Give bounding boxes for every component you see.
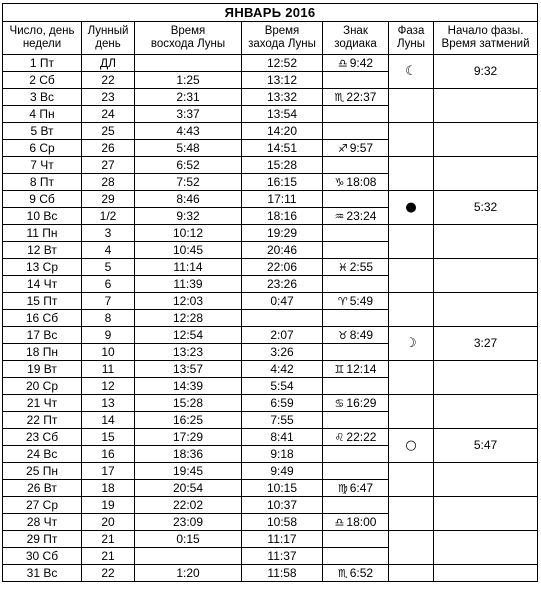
phase-start-cell bbox=[434, 497, 538, 531]
phase-cell bbox=[389, 225, 434, 259]
moonset-cell: 11:17 bbox=[242, 531, 323, 548]
zodiac-cell bbox=[323, 378, 389, 395]
moonset-cell: 14:20 bbox=[242, 123, 323, 140]
phase-cell bbox=[389, 191, 434, 225]
moonset-cell: 6:59 bbox=[242, 395, 323, 412]
day-cell: 22 Пт bbox=[3, 412, 82, 429]
moonrise-cell: 7:52 bbox=[135, 174, 242, 191]
lunar-day-cell: ДЛ bbox=[82, 55, 135, 72]
phase-cell bbox=[389, 429, 434, 463]
zodiac-cell bbox=[323, 395, 389, 412]
day-cell: 3 Вс bbox=[3, 89, 82, 106]
lunar-day-cell: 27 bbox=[82, 157, 135, 174]
table-row bbox=[3, 361, 538, 378]
moonset-cell: 22:06 bbox=[242, 259, 323, 276]
header-row bbox=[3, 22, 538, 55]
lunar-day-cell: 16 bbox=[82, 446, 135, 463]
moonrise-cell: 12:28 bbox=[135, 310, 242, 327]
lunar-day-cell: 15 bbox=[82, 429, 135, 446]
phase-cell bbox=[389, 89, 434, 123]
moonrise-cell: 5:48 bbox=[135, 140, 242, 157]
zodiac-cell bbox=[323, 514, 389, 531]
moonset-cell: 4:42 bbox=[242, 361, 323, 378]
moonset-cell: 10:37 bbox=[242, 497, 323, 514]
phase-start-time: 5:32 bbox=[473, 200, 498, 214]
zodiac-cell bbox=[323, 497, 389, 514]
zodiac-time: 12:14 bbox=[346, 361, 377, 376]
day-cell: 24 Вс bbox=[3, 446, 82, 463]
lunar-day-cell: 6 bbox=[82, 276, 135, 293]
table-row bbox=[3, 259, 538, 276]
phase-cell bbox=[389, 157, 434, 191]
table-row bbox=[3, 191, 538, 208]
phase-cell bbox=[389, 123, 434, 157]
table-row bbox=[3, 395, 538, 412]
zodiac-sign-icon: ♉ bbox=[337, 328, 348, 342]
zodiac-cell bbox=[323, 276, 389, 293]
lunar-day-cell: 7 bbox=[82, 293, 135, 310]
moonset-cell: 18:16 bbox=[242, 208, 323, 225]
lunar-day-cell: 22 bbox=[82, 565, 135, 582]
moonset-cell: 9:49 bbox=[242, 463, 323, 480]
zodiac-cell bbox=[323, 123, 389, 140]
table-row bbox=[3, 327, 538, 344]
moonset-cell: 13:54 bbox=[242, 106, 323, 123]
header-sign-line1: Знак bbox=[343, 25, 368, 37]
zodiac-sign-icon: ♑ bbox=[334, 175, 345, 189]
moonset-cell: 3:26 bbox=[242, 344, 323, 361]
header-day-line1: Число, день bbox=[9, 25, 75, 37]
table-row bbox=[3, 123, 538, 140]
zodiac-time: 18:00 bbox=[346, 514, 377, 529]
lunar-day-cell: 10 bbox=[82, 344, 135, 361]
zodiac-cell bbox=[323, 157, 389, 174]
zodiac-cell bbox=[323, 327, 389, 344]
header-phase-line2: Луны bbox=[396, 38, 426, 50]
lunar-day-cell: 25 bbox=[82, 123, 135, 140]
zodiac-time: 22:22 bbox=[346, 429, 377, 444]
header-rise-line1: Время bbox=[170, 25, 206, 37]
day-cell: 15 Пт bbox=[3, 293, 82, 310]
moonset-cell: 12:52 bbox=[242, 55, 323, 72]
phase-cell bbox=[389, 55, 434, 89]
zodiac-time: 18:08 bbox=[346, 174, 377, 189]
phase-start-cell bbox=[434, 55, 538, 89]
table-row bbox=[3, 429, 538, 446]
header-phase-start bbox=[434, 22, 538, 55]
moon-calendar bbox=[2, 3, 537, 582]
header-moonset bbox=[242, 22, 323, 55]
zodiac-cell bbox=[323, 565, 389, 582]
phase-start-cell bbox=[434, 395, 538, 429]
moonrise-cell: 2:31 bbox=[135, 89, 242, 106]
moonrise-cell: 10:45 bbox=[135, 242, 242, 259]
zodiac-sign-icon: ♎ bbox=[334, 515, 345, 529]
zodiac-sign-icon: ♍ bbox=[337, 481, 348, 495]
lunar-day-cell: 12 bbox=[82, 378, 135, 395]
title-row bbox=[3, 4, 538, 22]
day-cell: 9 Сб bbox=[3, 191, 82, 208]
moonrise-cell: 6:52 bbox=[135, 157, 242, 174]
zodiac-cell bbox=[323, 548, 389, 565]
moonrise-cell bbox=[135, 548, 242, 565]
zodiac-cell bbox=[323, 72, 389, 89]
zodiac-cell bbox=[323, 446, 389, 463]
moonrise-cell: 20:54 bbox=[135, 480, 242, 497]
zodiac-sign-icon: ♓ bbox=[337, 260, 348, 274]
phase-start-cell bbox=[434, 531, 538, 565]
header-start-line1: Начало фазы. bbox=[447, 25, 524, 37]
phase-start-time: 5:47 bbox=[473, 438, 498, 452]
zodiac-sign-icon: ♐ bbox=[337, 141, 348, 155]
moonrise-cell: 17:29 bbox=[135, 429, 242, 446]
table-row bbox=[3, 225, 538, 242]
zodiac-cell bbox=[323, 310, 389, 327]
moonset-cell: 11:37 bbox=[242, 548, 323, 565]
zodiac-sign-icon: ♈ bbox=[337, 294, 348, 308]
zodiac-cell bbox=[323, 361, 389, 378]
phase-cell bbox=[389, 395, 434, 429]
moonset-cell: 13:32 bbox=[242, 89, 323, 106]
zodiac-sign-icon: ♊ bbox=[334, 362, 345, 376]
phase-start-cell bbox=[434, 429, 538, 463]
lunar-day-cell: 21 bbox=[82, 531, 135, 548]
zodiac-cell bbox=[323, 140, 389, 157]
zodiac-time: 6:52 bbox=[349, 565, 374, 580]
zodiac-cell bbox=[323, 429, 389, 446]
table-row bbox=[3, 565, 538, 582]
moonset-cell: 15:28 bbox=[242, 157, 323, 174]
moonset-cell: 11:58 bbox=[242, 565, 323, 582]
table-row bbox=[3, 89, 538, 106]
moonrise-cell: 14:39 bbox=[135, 378, 242, 395]
moonrise-cell: 1:25 bbox=[135, 72, 242, 89]
zodiac-sign-icon: ♒ bbox=[334, 209, 345, 223]
lunar-day-cell: 29 bbox=[82, 191, 135, 208]
moon-phase-icon: ● bbox=[405, 200, 417, 215]
day-cell: 31 Вс bbox=[3, 565, 82, 582]
zodiac-time: 2:55 bbox=[349, 259, 374, 274]
phase-start-cell bbox=[434, 123, 538, 157]
moonset-cell: 17:11 bbox=[242, 191, 323, 208]
zodiac-sign-icon: ♋ bbox=[334, 396, 345, 410]
page-title: ЯНВАРЬ 2016 bbox=[3, 4, 538, 22]
moonset-cell: 23:26 bbox=[242, 276, 323, 293]
phase-start-cell bbox=[434, 89, 538, 123]
zodiac-time: 23:24 bbox=[346, 208, 377, 223]
lunar-day-cell: 23 bbox=[82, 89, 135, 106]
zodiac-time: 6:47 bbox=[349, 480, 374, 495]
day-cell: 18 Пн bbox=[3, 344, 82, 361]
lunar-day-cell: 18 bbox=[82, 480, 135, 497]
header-moonrise bbox=[135, 22, 242, 55]
zodiac-cell bbox=[323, 344, 389, 361]
phase-start-cell bbox=[434, 191, 538, 225]
zodiac-cell bbox=[323, 89, 389, 106]
zodiac-time: 8:49 bbox=[349, 327, 374, 342]
lunar-day-cell: 22 bbox=[82, 72, 135, 89]
zodiac-cell bbox=[323, 55, 389, 72]
day-cell: 2 Сб bbox=[3, 72, 82, 89]
phase-cell bbox=[389, 327, 434, 361]
header-phase-line1: Фаза bbox=[397, 25, 425, 37]
table-row bbox=[3, 55, 538, 72]
header-lunar-day bbox=[82, 22, 135, 55]
moonrise-cell: 23:09 bbox=[135, 514, 242, 531]
day-cell: 19 Вт bbox=[3, 361, 82, 378]
lunar-day-cell: 13 bbox=[82, 395, 135, 412]
moon-phase-icon: ☾ bbox=[405, 64, 417, 79]
lunar-day-cell: 8 bbox=[82, 310, 135, 327]
day-cell: 20 Ср bbox=[3, 378, 82, 395]
phase-start-cell bbox=[434, 259, 538, 293]
moonrise-cell: 1:20 bbox=[135, 565, 242, 582]
lunar-day-cell: 21 bbox=[82, 548, 135, 565]
moonrise-cell: 12:03 bbox=[135, 293, 242, 310]
moonset-cell: 13:12 bbox=[242, 72, 323, 89]
zodiac-cell bbox=[323, 293, 389, 310]
moonset-cell: 10:58 bbox=[242, 514, 323, 531]
zodiac-cell bbox=[323, 259, 389, 276]
moonrise-cell: 13:57 bbox=[135, 361, 242, 378]
day-cell: 21 Чт bbox=[3, 395, 82, 412]
phase-cell bbox=[389, 497, 434, 531]
moonrise-cell: 4:43 bbox=[135, 123, 242, 140]
day-cell: 16 Сб bbox=[3, 310, 82, 327]
day-cell: 6 Ср bbox=[3, 140, 82, 157]
table-row bbox=[3, 463, 538, 480]
moonrise-cell: 9:32 bbox=[135, 208, 242, 225]
header-day bbox=[3, 22, 82, 55]
moonrise-cell: 19:45 bbox=[135, 463, 242, 480]
zodiac-cell bbox=[323, 174, 389, 191]
moonset-cell: 20:46 bbox=[242, 242, 323, 259]
phase-start-cell bbox=[434, 327, 538, 361]
header-rise-line2: восхода Луны bbox=[150, 38, 226, 50]
zodiac-cell bbox=[323, 412, 389, 429]
zodiac-cell bbox=[323, 208, 389, 225]
phase-start-cell bbox=[434, 225, 538, 259]
header-lunar-line2: день bbox=[95, 38, 121, 50]
lunar-day-cell: 3 bbox=[82, 225, 135, 242]
lunar-day-cell: 20 bbox=[82, 514, 135, 531]
phase-cell bbox=[389, 463, 434, 497]
zodiac-sign-icon: ♎ bbox=[337, 56, 348, 70]
lunar-day-cell: 28 bbox=[82, 174, 135, 191]
phase-cell bbox=[389, 259, 434, 293]
zodiac-cell bbox=[323, 463, 389, 480]
day-cell: 26 Вт bbox=[3, 480, 82, 497]
header-zodiac bbox=[323, 22, 389, 55]
phase-cell bbox=[389, 361, 434, 395]
day-cell: 4 Пн bbox=[3, 106, 82, 123]
header-lunar-line1: Лунный bbox=[87, 25, 129, 37]
lunar-day-cell: 14 bbox=[82, 412, 135, 429]
table-body bbox=[3, 55, 538, 582]
zodiac-time: 9:42 bbox=[349, 55, 374, 70]
zodiac-cell bbox=[323, 106, 389, 123]
day-cell: 29 Пт bbox=[3, 531, 82, 548]
moonset-cell: 9:18 bbox=[242, 446, 323, 463]
phase-start-cell bbox=[434, 361, 538, 395]
moonrise-cell: 11:39 bbox=[135, 276, 242, 293]
phase-cell bbox=[389, 293, 434, 327]
day-cell: 11 Пн bbox=[3, 225, 82, 242]
day-cell: 1 Пт bbox=[3, 55, 82, 72]
moonrise-cell: 18:36 bbox=[135, 446, 242, 463]
moonrise-cell: 3:37 bbox=[135, 106, 242, 123]
lunar-day-cell: 11 bbox=[82, 361, 135, 378]
zodiac-time: 16:29 bbox=[346, 395, 377, 410]
table-row bbox=[3, 497, 538, 514]
header-start-line2: Время затмений bbox=[441, 38, 530, 50]
moonset-cell: 16:15 bbox=[242, 174, 323, 191]
lunar-day-cell: 4 bbox=[82, 242, 135, 259]
moonrise-cell: 8:46 bbox=[135, 191, 242, 208]
moonrise-cell: 22:02 bbox=[135, 497, 242, 514]
moonset-cell: 7:55 bbox=[242, 412, 323, 429]
zodiac-sign-icon: ♌ bbox=[334, 430, 345, 444]
table-row bbox=[3, 531, 538, 548]
day-cell: 7 Чт bbox=[3, 157, 82, 174]
phase-start-cell bbox=[434, 463, 538, 497]
zodiac-cell bbox=[323, 191, 389, 208]
zodiac-sign-icon: ♏ bbox=[334, 90, 345, 104]
header-set-line2: захода Луны bbox=[248, 38, 316, 50]
moon-phase-icon: ☽ bbox=[405, 336, 417, 351]
moonrise-cell bbox=[135, 55, 242, 72]
table-row bbox=[3, 293, 538, 310]
day-cell: 8 Пт bbox=[3, 174, 82, 191]
moonset-cell: 19:29 bbox=[242, 225, 323, 242]
moonrise-cell: 12:54 bbox=[135, 327, 242, 344]
header-set-line1: Время bbox=[264, 25, 300, 37]
moonrise-cell: 11:14 bbox=[135, 259, 242, 276]
phase-cell bbox=[389, 565, 434, 582]
lunar-day-cell: 26 bbox=[82, 140, 135, 157]
zodiac-cell bbox=[323, 242, 389, 259]
phase-start-cell bbox=[434, 157, 538, 191]
moonset-cell: 5:54 bbox=[242, 378, 323, 395]
moonset-cell: 8:41 bbox=[242, 429, 323, 446]
table-row bbox=[3, 157, 538, 174]
day-cell: 27 Ср bbox=[3, 497, 82, 514]
moonrise-cell: 15:28 bbox=[135, 395, 242, 412]
moonset-cell: 10:15 bbox=[242, 480, 323, 497]
phase-start-cell bbox=[434, 293, 538, 327]
lunar-day-cell: 19 bbox=[82, 497, 135, 514]
moon-calendar-table bbox=[2, 3, 538, 582]
day-cell: 17 Вс bbox=[3, 327, 82, 344]
zodiac-sign-icon: ♏ bbox=[337, 566, 348, 580]
phase-start-time: 3:27 bbox=[473, 336, 498, 350]
zodiac-time: 9:57 bbox=[349, 140, 374, 155]
lunar-day-cell: 1/2 bbox=[82, 208, 135, 225]
lunar-day-cell: 9 bbox=[82, 327, 135, 344]
moonrise-cell: 10:12 bbox=[135, 225, 242, 242]
moonset-cell bbox=[242, 310, 323, 327]
day-cell: 13 Ср bbox=[3, 259, 82, 276]
phase-start-cell bbox=[434, 565, 538, 582]
header-phase bbox=[389, 22, 434, 55]
day-cell: 5 Вт bbox=[3, 123, 82, 140]
moonrise-cell: 13:23 bbox=[135, 344, 242, 361]
phase-cell bbox=[389, 531, 434, 565]
zodiac-cell bbox=[323, 225, 389, 242]
header-day-line2: недели bbox=[22, 38, 62, 50]
moonset-cell: 2:07 bbox=[242, 327, 323, 344]
day-cell: 25 Пн bbox=[3, 463, 82, 480]
day-cell: 10 Вс bbox=[3, 208, 82, 225]
lunar-day-cell: 17 bbox=[82, 463, 135, 480]
day-cell: 28 Чт bbox=[3, 514, 82, 531]
moon-phase-icon: ○ bbox=[405, 438, 417, 453]
lunar-day-cell: 24 bbox=[82, 106, 135, 123]
moonset-cell: 0:47 bbox=[242, 293, 323, 310]
day-cell: 23 Сб bbox=[3, 429, 82, 446]
lunar-day-cell: 5 bbox=[82, 259, 135, 276]
zodiac-time: 22:37 bbox=[346, 89, 377, 104]
moonset-cell: 14:51 bbox=[242, 140, 323, 157]
phase-start-time: 9:32 bbox=[473, 64, 498, 78]
header-sign-line2: зодиака bbox=[334, 38, 377, 50]
day-cell: 12 Вт bbox=[3, 242, 82, 259]
zodiac-cell bbox=[323, 480, 389, 497]
moonrise-cell: 0:15 bbox=[135, 531, 242, 548]
day-cell: 30 Сб bbox=[3, 548, 82, 565]
zodiac-time: 5:49 bbox=[349, 293, 374, 308]
moonrise-cell: 16:25 bbox=[135, 412, 242, 429]
zodiac-cell bbox=[323, 531, 389, 548]
day-cell: 14 Чт bbox=[3, 276, 82, 293]
